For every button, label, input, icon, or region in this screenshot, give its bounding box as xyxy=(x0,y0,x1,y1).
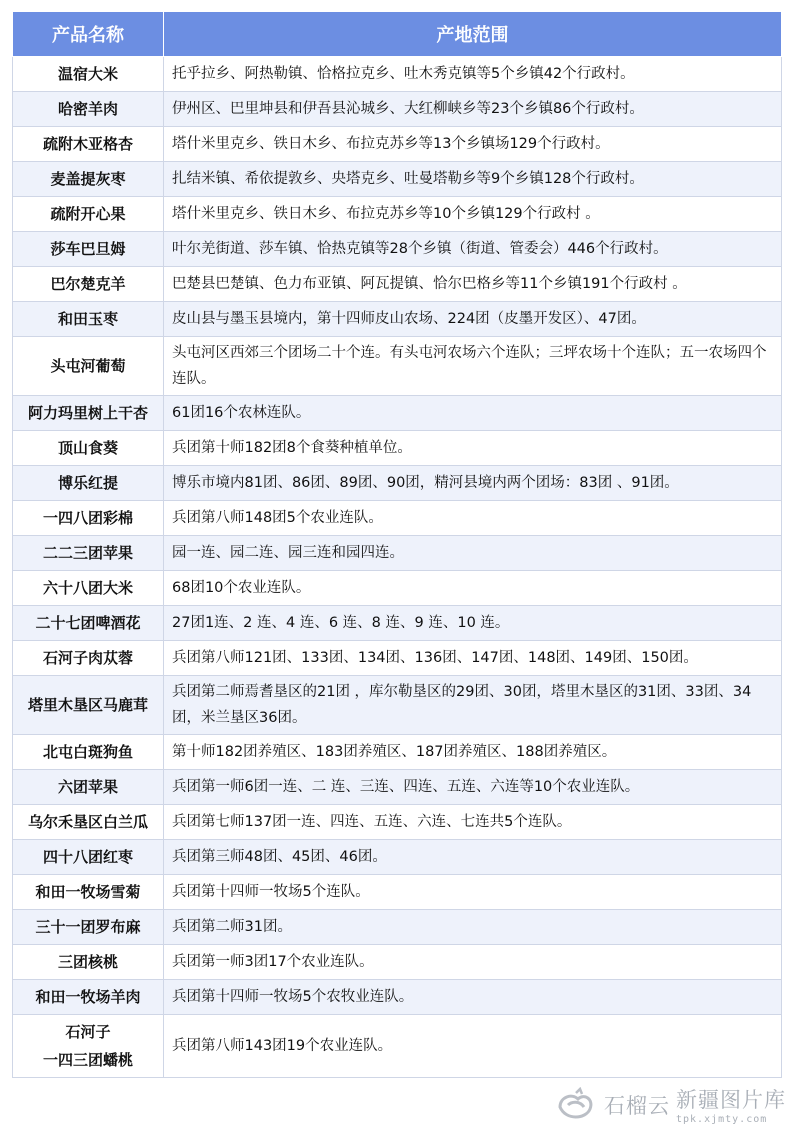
product-name-cell: 塔里木垦区马鹿茸 xyxy=(13,676,164,735)
product-name-cell: 和田一牧场羊肉 xyxy=(13,980,164,1015)
product-name-cell: 阿力玛里树上干杏 xyxy=(13,396,164,431)
product-name-cell: 温宿大米 xyxy=(13,57,164,92)
table-row xyxy=(13,910,782,945)
table-row xyxy=(13,431,782,466)
table-row xyxy=(13,501,782,536)
product-name-cell: 博乐红提 xyxy=(13,466,164,501)
table-header-row xyxy=(13,12,782,57)
product-name-cell: 二十七团啤酒花 xyxy=(13,606,164,641)
origin-range-cell: 68团10个农业连队。 xyxy=(164,571,782,606)
table-row xyxy=(13,875,782,910)
product-name-cell: 三十一团罗布麻 xyxy=(13,910,164,945)
origin-range-cell: 兵团第三师48团、45团、46团。 xyxy=(164,840,782,875)
origin-range-cell: 兵团第八师143团19个农业连队。 xyxy=(164,1015,782,1078)
table-row xyxy=(13,197,782,232)
table-row xyxy=(13,770,782,805)
table-row xyxy=(13,232,782,267)
table-row xyxy=(13,127,782,162)
table-row xyxy=(13,466,782,501)
origin-range-cell: 博乐市境内81团、86团、89团、90团，精河县境内两个团场：83团 、91团。 xyxy=(164,466,782,501)
product-name-cell: 一四八团彩棉 xyxy=(13,501,164,536)
origin-range-cell: 兵团第二师31团。 xyxy=(164,910,782,945)
table-row xyxy=(13,162,782,197)
product-name-cell: 头屯河葡萄 xyxy=(13,337,164,396)
origin-range-cell: 头屯河区西郊三个团场二十个连。有头屯河农场六个连队；三坪农场十个连队；五一农场四个连队。 xyxy=(164,337,782,396)
header-origin-range: 产地范围 xyxy=(164,12,782,57)
origin-range-cell: 兵团第八师148团5个农业连队。 xyxy=(164,501,782,536)
origin-range-cell: 兵团第十四师一牧场5个农牧业连队。 xyxy=(164,980,782,1015)
table-body xyxy=(13,57,782,1078)
origin-range-cell: 兵团第七师137团一连、四连、五连、六连、七连共5个连队。 xyxy=(164,805,782,840)
watermark-site-name: 新疆图片库 xyxy=(676,1088,786,1112)
table-row xyxy=(13,267,782,302)
product-name-cell: 三团核桃 xyxy=(13,945,164,980)
product-name-cell: 石河子肉苁蓉 xyxy=(13,641,164,676)
header-product-name: 产品名称 xyxy=(13,12,164,57)
product-name-cell: 二二三团苹果 xyxy=(13,536,164,571)
watermark-url: tpk.xjmty.com xyxy=(676,1114,768,1125)
origin-range-cell: 巴楚县巴楚镇、色力布亚镇、阿瓦提镇、恰尔巴格乡等11个乡镇191个行政村 。 xyxy=(164,267,782,302)
origin-range-cell: 伊州区、巴里坤县和伊吾县沁城乡、大红柳峡乡等23个乡镇86个行政村。 xyxy=(164,92,782,127)
origin-range-cell: 61团16个农林连队。 xyxy=(164,396,782,431)
table-row xyxy=(13,945,782,980)
product-name-cell: 哈密羊肉 xyxy=(13,92,164,127)
product-name-cell: 乌尔禾垦区白兰瓜 xyxy=(13,805,164,840)
origin-range-cell: 兵团第十四师一牧场5个连队。 xyxy=(164,875,782,910)
table-row xyxy=(13,1015,782,1078)
origin-range-cell: 27团1连、2 连、4 连、6 连、8 连、9 连、10 连。 xyxy=(164,606,782,641)
watermark-brand: 石榴云 xyxy=(604,1093,670,1118)
product-name-cell: 六团苹果 xyxy=(13,770,164,805)
origin-table xyxy=(12,11,782,1078)
origin-range-cell: 塔什米里克乡、铁日木乡、布拉克苏乡等13个乡镇场129个行政村。 xyxy=(164,127,782,162)
origin-range-cell: 皮山县与墨玉县境内，第十四师皮山农场、224团（皮墨开发区）、47团。 xyxy=(164,302,782,337)
product-name-cell: 疏附开心果 xyxy=(13,197,164,232)
product-name-cell: 顶山食葵 xyxy=(13,431,164,466)
table-row xyxy=(13,606,782,641)
table-row xyxy=(13,676,782,735)
table-row xyxy=(13,337,782,396)
product-name-cell: 六十八团大米 xyxy=(13,571,164,606)
origin-range-cell: 叶尔羌街道、莎车镇、恰热克镇等28个乡镇（街道、管委会）446个行政村。 xyxy=(164,232,782,267)
origin-range-cell: 塔什米里克乡、铁日木乡、布拉克苏乡等10个乡镇129个行政村 。 xyxy=(164,197,782,232)
product-name-cell: 北屯白斑狗鱼 xyxy=(13,735,164,770)
origin-range-cell: 园一连、园二连、园三连和园四连。 xyxy=(164,536,782,571)
pomegranate-logo-icon xyxy=(554,1087,598,1123)
origin-range-cell: 兵团第一师6团一连、二 连、三连、四连、五连、六连等10个农业连队。 xyxy=(164,770,782,805)
product-name-cell: 巴尔楚克羊 xyxy=(13,267,164,302)
table-row xyxy=(13,92,782,127)
product-name-cell: 石河子 一四三团蟠桃 xyxy=(13,1015,164,1078)
table-row xyxy=(13,840,782,875)
product-name-cell: 莎车巴旦姆 xyxy=(13,232,164,267)
table-row xyxy=(13,57,782,92)
origin-range-cell: 托乎拉乡、阿热勒镇、恰格拉克乡、吐木秀克镇等5个乡镇42个行政村。 xyxy=(164,57,782,92)
origin-range-cell: 兵团第二师焉耆垦区的21团 ，库尔勒垦区的29团、30团，塔里木垦区的31团、33团、34团，米兰垦区36团。 xyxy=(164,676,782,735)
table-row xyxy=(13,396,782,431)
origin-range-cell: 第十师182团养殖区、183团养殖区、187团养殖区、188团养殖区。 xyxy=(164,735,782,770)
table-row xyxy=(13,980,782,1015)
product-name-cell: 和田玉枣 xyxy=(13,302,164,337)
table-row xyxy=(13,302,782,337)
origin-range-cell: 兵团第十师182团8个食葵种植单位。 xyxy=(164,431,782,466)
table-row xyxy=(13,735,782,770)
table-row xyxy=(13,641,782,676)
product-name-cell: 和田一牧场雪菊 xyxy=(13,875,164,910)
origin-range-cell: 兵团第八师121团、133团、134团、136团、147团、148团、149团、150团。 xyxy=(164,641,782,676)
product-name-cell: 麦盖提灰枣 xyxy=(13,162,164,197)
origin-range-cell: 扎结米镇、希依提敦乡、央塔克乡、吐曼塔勒乡等9个乡镇128个行政村。 xyxy=(164,162,782,197)
watermark xyxy=(554,1084,786,1125)
product-name-cell: 四十八团红枣 xyxy=(13,840,164,875)
origin-range-cell: 兵团第一师3团17个农业连队。 xyxy=(164,945,782,980)
product-name-cell: 疏附木亚格杏 xyxy=(13,127,164,162)
table-row xyxy=(13,805,782,840)
table-row xyxy=(13,536,782,571)
table-row xyxy=(13,571,782,606)
